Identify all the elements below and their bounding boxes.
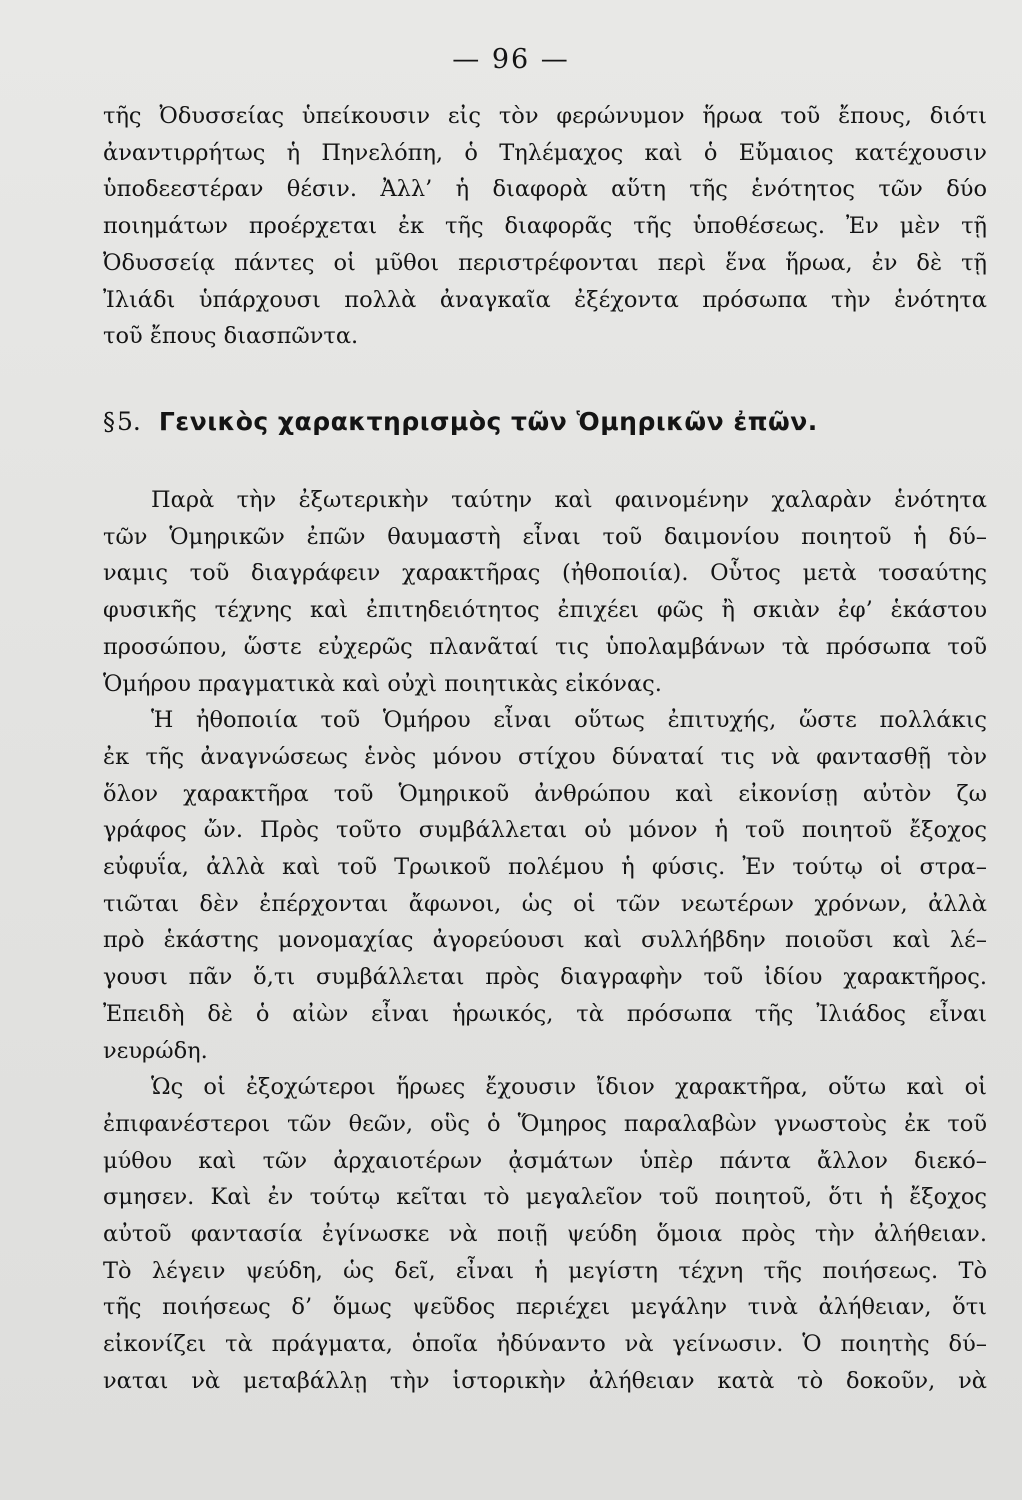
text-line: ὅλον χαρακτῆρα τοῦ Ὁμηρικοῦ ἀνθρώπου καὶ εἰκονίσῃ αὐτὸν ζω: [103, 780, 987, 807]
text-line: τιῶται δὲν ἐπέρχονται ἄφωνοι, ὡς οἱ τῶν νεωτέρων χρόνων, ἀλλὰ: [103, 890, 987, 917]
text-line: ὑποδεεστέραν θέσιν. Ἀλλ’ ἡ διαφορὰ αὕτη τῆς ἑνότητος τῶν δύο: [103, 176, 987, 203]
section-heading: [103, 402, 987, 442]
text-line: Ὁμήρου πραγματικὰ καὶ οὐχὶ ποιητικὰς εἰκόνας.: [103, 670, 662, 697]
text-line: Ἰλιάδι ὑπάρχουσι πολλὰ ἀναγκαῖα ἐξέχοντα πρόσωπα τὴν ἑνότητα: [103, 286, 987, 313]
text-line: φυσικῆς τέχνης καὶ ἐπιτηδειότητος ἐπιχέει φῶς ἢ σκιὰν ἐφ’ ἑκάστου: [103, 597, 987, 624]
text-line: τῆς ποιήσεως δ’ ὅμως ψεῦδος περιέχει μεγάλην τινὰ ἀλήθειαν, ὅτι: [103, 1294, 987, 1321]
text-line: μύθου καὶ τῶν ἀρχαιοτέρων ᾀσμάτων ὑπὲρ πάντα ἄλλον διεκό–: [103, 1147, 987, 1174]
text-line: γουσι πᾶν ὅ,τι συμβάλλεται πρὸς διαγραφὴν τοῦ ἰδίου χαρακτῆρος.: [103, 964, 987, 991]
opening-paragraph: [103, 98, 987, 355]
text-line: νευρώδη.: [103, 1037, 208, 1064]
text-line: Ὡς οἱ ἐξοχώτεροι ἥρωες ἔχουσιν ἴδιον χαρακτῆρα, οὕτω καὶ οἱ: [151, 1074, 987, 1101]
text-line: τῆς Ὀδυσσείας ὑπείκουσιν εἰς τὸν φερώνυμον ἥρωα τοῦ ἔπους, διότι: [103, 103, 987, 129]
text-line: ἐκ τῆς ἀναγνώσεως ἑνὸς μόνου στίχου δύναταί τις νὰ φαντασθῇ τὸν: [103, 743, 987, 770]
text-line: εὐφυΐα, ἀλλὰ καὶ τοῦ Τρωικοῦ πολέμου ἡ φύσις. Ἐν τούτῳ οἱ στρα–: [103, 854, 987, 881]
text-line: γράφος ὤν. Πρὸς τοῦτο συμβάλλεται οὐ μόνον ἡ τοῦ ποιητοῦ ἔξοχος: [103, 817, 987, 844]
text-line: ναμις τοῦ διαγράφειν χαρακτῆρας (ἠθοποιία). Οὗτος μετὰ τοσαύτης: [103, 560, 987, 587]
section-body: [103, 482, 987, 1400]
text-line: εἰκονίζει τὰ πράγματα, ὁποῖα ἠδύναντο νὰ γείνωσιν. Ὁ ποιητὴς δύ–: [103, 1331, 987, 1358]
text-line: Ὀδυσσείᾳ πάντες οἱ μῦθοι περιστρέφονται περὶ ἕνα ἥρωα, ἐν δὲ τῇ: [103, 249, 987, 276]
text-line: ἐπιφανέστεροι τῶν θεῶν, οὓς ὁ Ὅμηρος παραλαβὼν γνωστοὺς ἐκ τοῦ: [103, 1110, 987, 1137]
text-line: τοῦ ἔπους διασπῶντα.: [103, 323, 359, 350]
text-line: Παρὰ τὴν ἐξωτερικὴν ταύτην καὶ φαινομένην χαλαρὰν ἑνότητα: [151, 487, 987, 513]
text-line: αὐτοῦ φαντασία ἐγίνωσκε νὰ ποιῇ ψεύδη ὅμοια πρὸς τὴν ἀλήθειαν.: [103, 1221, 987, 1248]
text-line: πρὸ ἑκάστης μονομαχίας ἀγορεύουσι καὶ συλλήβδην ποιοῦσι καὶ λέ–: [103, 927, 987, 954]
text-line: προσώπου, ὥστε εὐχερῶς πλανᾶταί τις ὑπολαμβάνων τὰ πρόσωπα τοῦ: [103, 633, 987, 660]
section-sign: §: [103, 408, 115, 436]
section-number: 5.: [117, 407, 141, 436]
text-line: Ἡ ἠθοποιία τοῦ Ὁμήρου εἶναι οὕτως ἐπιτυχής, ὥστε πολλάκις: [151, 707, 987, 734]
page-number: — 96 —: [452, 44, 570, 75]
section-title: Γενικὸς χαρακτηρισμὸς τῶν Ὁμηρικῶν ἐπῶν.: [158, 407, 818, 436]
text-line: ἀναντιρρήτως ἡ Πηνελόπη, ὁ Τηλέμαχος καὶ ὁ Εὔμαιος κατέχουσιν: [103, 139, 987, 166]
text-line: τῶν Ὁμηρικῶν ἐπῶν θαυμαστὴ εἶναι τοῦ δαιμονίου ποιητοῦ ἡ δύ–: [103, 523, 987, 550]
text-line: ποιημάτων προέρχεται ἐκ τῆς διαφορᾶς τῆς ὑποθέσεως. Ἐν μὲν τῇ: [103, 213, 987, 240]
text-line: Ἐπειδὴ δὲ ὁ αἰὼν εἶναι ἡρωικός, τὰ πρόσωπα τῆς Ἰλιάδος εἶναι: [103, 1000, 987, 1027]
text-line: Τὸ λέγειν ψεύδη, ὡς δεῖ, εἶναι ἡ μεγίστη τέχνη τῆς ποιήσεως. Τὸ: [103, 1257, 987, 1284]
text-line: ναται νὰ μεταβάλλῃ τὴν ἱστορικὴν ἀλήθειαν κατὰ τὸ δοκοῦν, νὰ: [103, 1367, 987, 1394]
text-line: σμησεν. Καὶ ἐν τούτῳ κεῖται τὸ μεγαλεῖον τοῦ ποιητοῦ, ὅτι ἡ ἔξοχος: [103, 1184, 987, 1211]
